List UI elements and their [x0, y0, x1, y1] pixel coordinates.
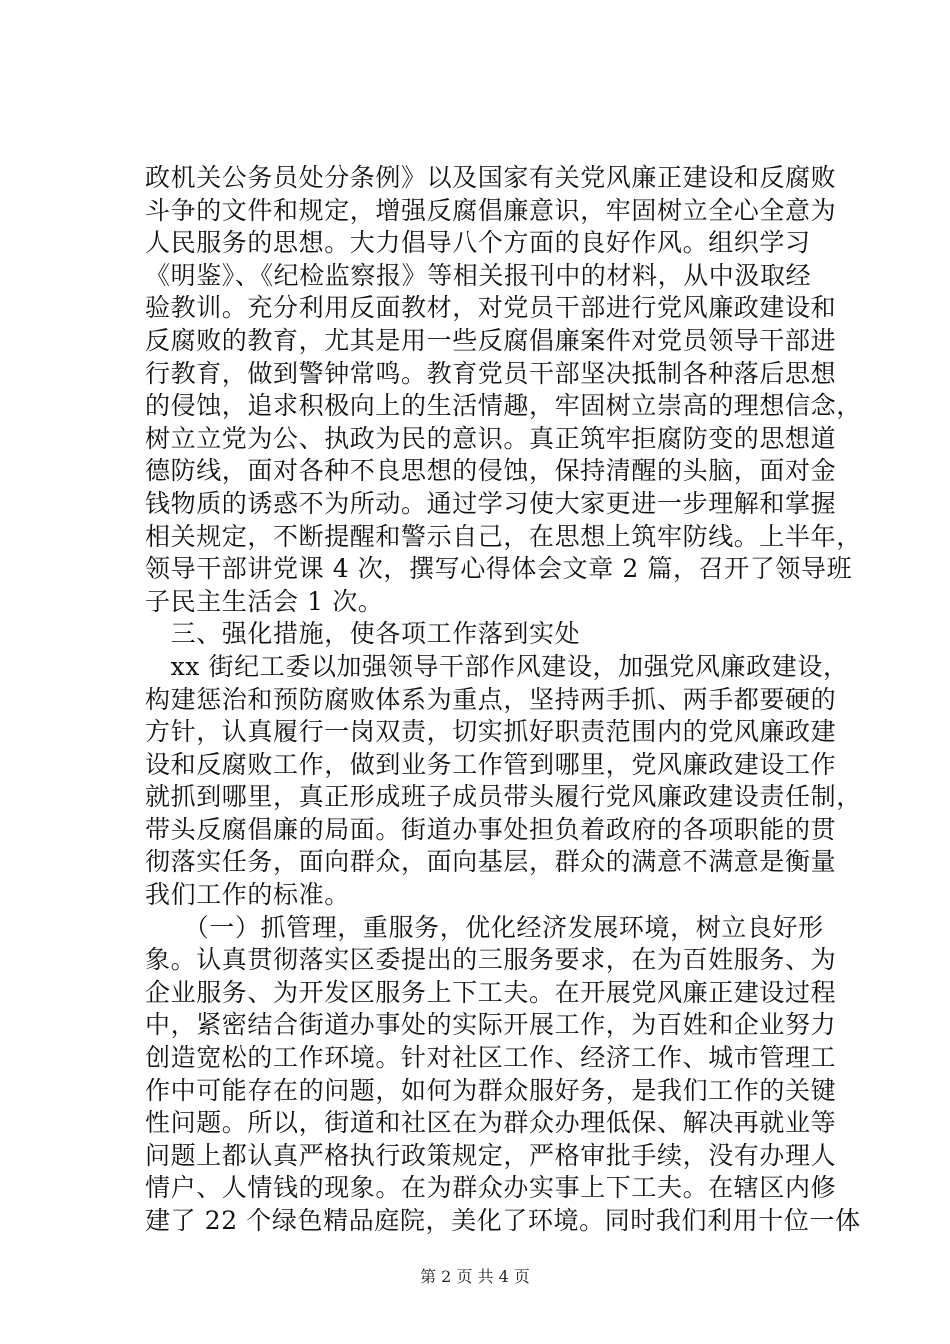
text-line: 政机关公务员处分条例》以及国家有关党风廉正建设和反腐败	[145, 163, 837, 192]
text-line: 象。认真贯彻落实区委提出的三服务要求，在为百姓服务、为	[145, 945, 837, 975]
text-line: 问题上都认真严格执行政策规定，严格审批手续，没有办理人	[145, 1140, 837, 1170]
text-line: 相关规定，不断提醒和警示自己，在思想上筑牢防线。上半年，	[145, 521, 862, 551]
text-line: 创造宽松的工作环境。针对社区工作、经济工作、城市管理工	[145, 1043, 837, 1073]
text-line: 就抓到哪里，真正形成班子成员带头履行党风廉政建设责任制，	[145, 782, 862, 812]
text-line: 带头反腐倡廉的局面。街道办事处担负着政府的各项职能的贯	[145, 814, 837, 844]
text-line: 人民服务的思想。大力倡导八个方面的良好作风。组织学习	[145, 228, 811, 258]
text-line: 情户、人情钱的现象。在为群众办实事上下工夫。在辖区内修	[145, 1173, 837, 1203]
text-line: 企业服务、为开发区服务上下工夫。在开展党风廉正建设过程	[145, 977, 837, 1007]
text-line: 的侵蚀，追求积极向上的生活情趣，牢固树立崇高的理想信念，	[145, 391, 862, 421]
text-line: 我们工作的标准。	[145, 880, 350, 910]
text-line: 领导干部讲党课 4 次，撰写心得体会文章 2 篇，召开了领导班	[145, 554, 853, 584]
text-line: 斗争的文件和规定，增强反腐倡廉意识，牢固树立全心全意为	[145, 195, 837, 225]
text-line: 性问题。所以，街道和社区在为群众办理低保、解决再就业等	[145, 1108, 837, 1138]
text-line: 行教育，做到警钟常鸣。教育党员干部坚决抵制各种落后思想	[145, 358, 837, 388]
text-line: 构建惩治和预防腐败体系为重点，坚持两手抓、两手都要硬的	[145, 684, 837, 714]
text-line: 彻落实任务，面向群众，面向基层，群众的满意不满意是衡量	[145, 847, 837, 877]
text-line: 设和反腐败工作，做到业务工作管到哪里，党风廉政建设工作	[145, 749, 837, 779]
text-line: 子民主生活会 1 次。	[145, 586, 384, 616]
text-line: 建了 22 个绿色精品庭院，美化了环境。同时我们利用十位一体	[145, 1206, 861, 1235]
text-line: 验教训。充分利用反面教材，对党员干部进行党风廉政建设和	[145, 293, 837, 323]
page-number-footer: 第 2 页 共 4 页	[420, 1267, 530, 1286]
section-heading: 三、强化措施，使各项工作落到实处	[145, 619, 581, 649]
text-line: 德防线，面对各种不良思想的侵蚀，保持清醒的头脑，面对金	[145, 456, 837, 486]
text-line: 中，紧密结合街道办事处的实际开展工作，为百姓和企业努力	[145, 1010, 837, 1040]
text-line: xx 街纪工委以加强领导干部作风建设，加强党风廉政建设，	[145, 651, 849, 681]
text-line: 作中可能存在的问题，如何为群众服好务，是我们工作的关键	[145, 1075, 837, 1105]
text-line: 反腐败的教育，尤其是用一些反腐倡廉案件对党员领导干部进	[145, 325, 837, 355]
text-line: 树立立党为公、执政为民的意识。真正筑牢拒腐防变的思想道	[145, 423, 837, 453]
text-line: 钱物质的诱惑不为所动。通过学习使大家更进一步理解和掌握	[145, 488, 837, 518]
text-line: 《明鉴》、《纪检监察报》等相关报刊中的材料，从中汲取经	[145, 260, 812, 290]
text-line: 方针，认真履行一岗双责，切实抓好职责范围内的党风廉政建	[145, 717, 837, 747]
subsection-line: （一）抓管理，重服务，优化经济发展环境，树立良好形	[145, 912, 824, 942]
document-body	[145, 162, 862, 1238]
